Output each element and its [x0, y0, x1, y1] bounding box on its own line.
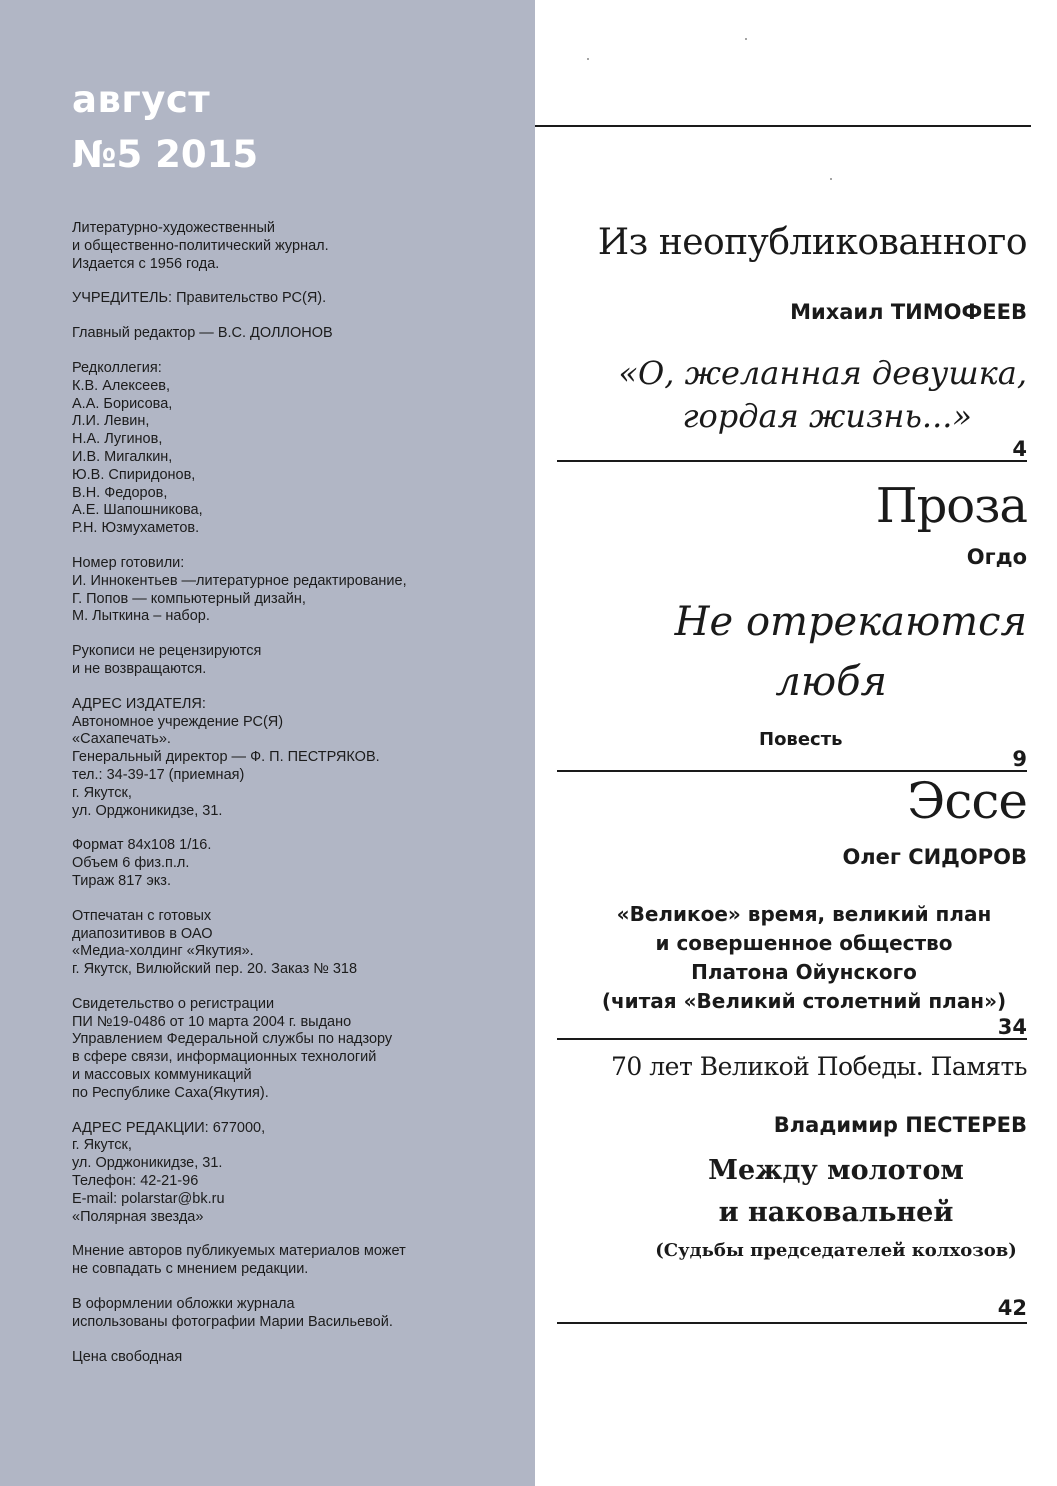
section-heading-unpublished: Из неопубликованного — [597, 222, 1027, 263]
imprint-line: Редколлегия: — [72, 359, 162, 376]
imprint-line: Телефон: 42-21-96 — [72, 1173, 199, 1190]
paper-speck — [745, 38, 747, 40]
imprint-line: В.Н. Федоров, — [72, 484, 168, 501]
issue-number: №5 2015 — [72, 133, 259, 176]
title-prose-line2: любя — [775, 659, 887, 705]
imprint-line: «Медиа-холдинг «Якутия». — [72, 943, 254, 960]
issue-month: август — [72, 78, 211, 121]
imprint-line: И. Иннокентьев —литературное редактирование, — [72, 572, 407, 589]
section-heading-memory: 70 лет Великой Победы. Память — [611, 1052, 1027, 1081]
imprint-line: г. Якутск, — [72, 1137, 132, 1154]
imprint-line: М. Лыткина – набор. — [72, 608, 210, 625]
imprint-line: E-mail: polarstar@bk.ru — [72, 1190, 225, 1207]
imprint-line: «Полярная звезда» — [72, 1208, 204, 1225]
imprint-line: Номер готовили: — [72, 554, 185, 571]
imprint-line: Мнение авторов публикуемых материалов может — [72, 1243, 406, 1260]
imprint-line: К.В. Алексеев, — [72, 377, 171, 394]
imprint-line: в сфере связи, информационных технологий — [72, 1049, 377, 1066]
imprint-block — [72, 1120, 522, 1227]
section-heading-prose: Проза — [875, 478, 1027, 534]
title-unpublished-line2: гордая жизнь...» — [682, 397, 972, 435]
imprint-block — [72, 1296, 522, 1332]
imprint-text — [72, 220, 522, 1383]
imprint-line: и массовых коммуникаций — [72, 1067, 252, 1084]
title-unpublished-line1: «О, желанная девушка, — [618, 354, 1027, 392]
title-memory-line2: и наковальней — [718, 1197, 954, 1228]
imprint-block — [72, 360, 522, 538]
imprint-block — [72, 696, 522, 821]
title-essay-line1: «Великое» время, великий план — [616, 902, 992, 926]
section-rule — [557, 460, 1027, 462]
imprint-line: «Сахапечать». — [72, 731, 171, 748]
title-essay-line3: Платона Ойунского — [691, 960, 917, 984]
imprint-block — [72, 1243, 522, 1279]
imprint-line: Автономное учреждение РС(Я) — [72, 713, 284, 730]
imprint-line: и общественно-политический журнал. — [72, 237, 329, 254]
page-number-42: 42 — [997, 1296, 1027, 1320]
page-number-4: 4 — [1012, 437, 1027, 461]
imprint-block — [72, 220, 522, 273]
title-memory-line1: Между молотом — [708, 1155, 964, 1186]
imprint-line: Объем 6 физ.п.л. — [72, 855, 190, 872]
author-sidorov: Олег СИДОРОВ — [842, 845, 1027, 869]
title-essay-line4: (читая «Великий столетний план») — [601, 989, 1007, 1013]
page-number-34: 34 — [997, 1015, 1027, 1039]
imprint-line: Тираж 817 экз. — [72, 872, 171, 889]
imprint-line: Н.А. Лугинов, — [72, 431, 163, 448]
imprint-line: Формат 84х108 1/16. — [72, 837, 212, 854]
imprint-line: Управлением Федеральной службы по надзору — [72, 1031, 393, 1048]
imprint-line: г. Якутск, Вилюйский пер. 20. Заказ № 318 — [72, 961, 358, 978]
imprint-line: Рукописи не рецензируются — [72, 643, 262, 660]
imprint-line: Издается с 1956 года. — [72, 255, 220, 272]
imprint-line: г. Якутск, — [72, 784, 132, 801]
author-timofeev: Михаил ТИМОФЕЕВ — [790, 300, 1027, 324]
paper-speck — [587, 58, 589, 60]
section-heading-essay: Эссе — [907, 772, 1027, 830]
imprint-line: И.В. Мигалкин, — [72, 448, 173, 465]
imprint-line: Литературно-художественный — [72, 220, 275, 236]
contents-panel — [535, 0, 1057, 1486]
page-number-9: 9 — [1012, 747, 1027, 771]
imprint-block — [72, 643, 522, 679]
author-ogdo: Огдо — [966, 545, 1027, 569]
imprint-line: Главный редактор — В.С. ДОЛЛОНОВ — [72, 325, 333, 342]
genre-label: Повесть — [759, 729, 843, 750]
imprint-line: ул. Орджоникидзе, 31. — [72, 802, 223, 819]
imprint-block — [72, 996, 522, 1103]
imprint-line: АДРЕС ИЗДАТЕЛЯ: — [72, 695, 206, 712]
title-essay-line2: и совершенное общество — [655, 931, 953, 955]
imprint-line: ПИ №19-0486 от 10 марта 2004 г. выдано — [72, 1013, 352, 1030]
imprint-block — [72, 1349, 522, 1367]
imprint-line: Ю.В. Спиридонов, — [72, 466, 196, 483]
imprint-block — [72, 325, 522, 343]
imprint-block — [72, 837, 522, 890]
imprint-line: Л.И. Левин, — [72, 413, 150, 430]
imprint-line: Г. Попов — компьютерный дизайн, — [72, 590, 306, 607]
imprint-block — [72, 290, 522, 308]
imprint-block — [72, 555, 522, 626]
imprint-line: диапозитивов в ОАО — [72, 925, 213, 942]
title-prose-line1: Не отрекаются — [674, 599, 1027, 645]
imprint-line: и не возвращаются. — [72, 660, 207, 677]
imprint-line: Р.Н. Юзмухаметов. — [72, 520, 200, 537]
imprint-line: использованы фотографии Марии Васильевой. — [72, 1313, 393, 1330]
imprint-line: Отпечатан с готовых — [72, 907, 212, 924]
paper-speck — [830, 178, 832, 180]
imprint-line: ул. Орджоникидзе, 31. — [72, 1155, 223, 1172]
title-memory-subtitle: (Судьбы председателей колхозов) — [655, 1240, 1017, 1261]
imprint-line: А.А. Борисова, — [72, 395, 173, 412]
imprint-line: Цена свободная — [72, 1348, 183, 1365]
imprint-line: АДРЕС РЕДАКЦИИ: 677000, — [72, 1119, 266, 1136]
author-pesterev: Владимир ПЕСТЕРЕВ — [773, 1113, 1027, 1137]
imprint-line: по Республике Саха(Якутия). — [72, 1084, 269, 1101]
imprint-line: УЧРЕДИТЕЛЬ: Правительство РС(Я). — [72, 290, 327, 307]
imprint-line: А.Е. Шапошникова, — [72, 502, 203, 519]
imprint-line: Генеральный директор — Ф. П. ПЕСТРЯКОВ. — [72, 749, 380, 766]
top-rule — [535, 125, 1031, 127]
imprint-line: тел.: 34-39-17 (приемная) — [72, 766, 245, 783]
imprint-line: В оформлении обложки журнала — [72, 1296, 295, 1313]
section-rule — [557, 1322, 1027, 1324]
imprint-block — [72, 908, 522, 979]
section-rule — [557, 1038, 1027, 1040]
imprint-line: не совпадать с мнением редакции. — [72, 1261, 309, 1278]
imprint-line: Свидетельство о регистрации — [72, 995, 275, 1012]
